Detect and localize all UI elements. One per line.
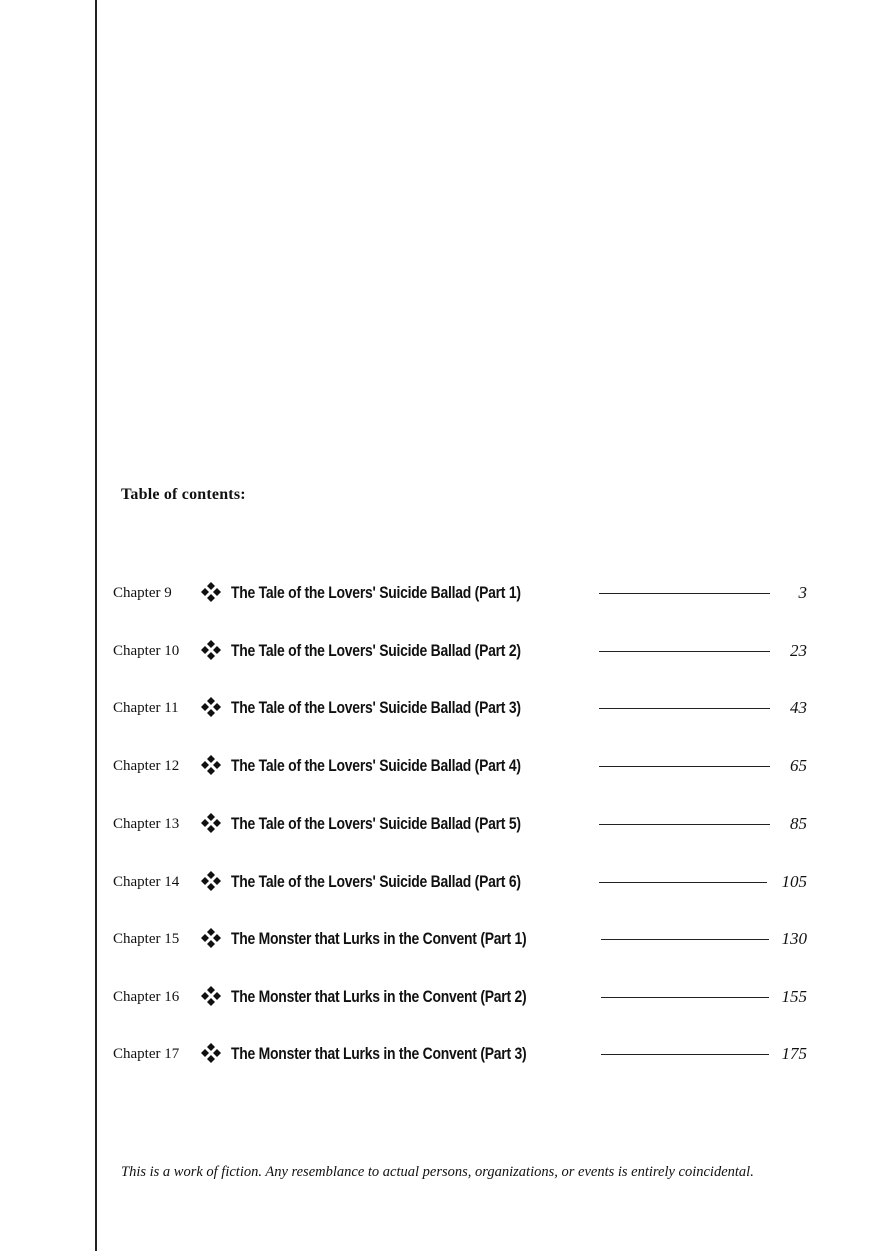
page-number: 155 bbox=[781, 987, 807, 1006]
fiction-disclaimer: This is a work of fiction. Any resemblance to actual persons, organizations, or events is entirely coincidental. bbox=[121, 1164, 754, 1180]
page-number: 3 bbox=[798, 583, 807, 602]
leader-line bbox=[599, 766, 770, 767]
chapter-number: Chapter 9 bbox=[113, 585, 172, 601]
chapter-number: Chapter 12 bbox=[113, 758, 180, 774]
four-diamond-ornament-icon bbox=[200, 812, 222, 834]
chapter-number: Chapter 14 bbox=[113, 874, 180, 890]
chapter-title: The Tale of the Lovers' Suicide Ballad (Part 2) bbox=[231, 641, 521, 660]
toc-entry bbox=[113, 1037, 813, 1067]
page-number: 23 bbox=[790, 641, 807, 660]
toc-entry bbox=[113, 980, 813, 1010]
toc-entry bbox=[113, 922, 813, 952]
toc-entry bbox=[113, 807, 813, 837]
page-number: 85 bbox=[790, 814, 807, 833]
leader-line bbox=[601, 1054, 769, 1055]
chapter-title: The Tale of the Lovers' Suicide Ballad (Part 3) bbox=[231, 698, 521, 717]
chapter-number: Chapter 11 bbox=[113, 700, 179, 716]
four-diamond-ornament-icon bbox=[200, 870, 222, 892]
four-diamond-ornament-icon bbox=[200, 985, 222, 1007]
four-diamond-ornament-icon bbox=[200, 1042, 222, 1064]
leader-line bbox=[601, 997, 769, 998]
page-number: 130 bbox=[781, 929, 807, 948]
chapter-title: The Monster that Lurks in the Convent (Part 2) bbox=[231, 987, 527, 1006]
chapter-title: The Monster that Lurks in the Convent (Part 1) bbox=[231, 929, 527, 948]
chapter-title: The Tale of the Lovers' Suicide Ballad (Part 4) bbox=[231, 756, 521, 775]
toc-entry bbox=[113, 576, 813, 606]
chapter-number: Chapter 17 bbox=[113, 1046, 180, 1062]
leader-line bbox=[599, 651, 770, 652]
toc-heading: Table of contents: bbox=[121, 486, 246, 503]
page-number: 105 bbox=[781, 872, 807, 891]
chapter-number: Chapter 16 bbox=[113, 989, 180, 1005]
page-number: 175 bbox=[781, 1044, 807, 1063]
toc-entry bbox=[113, 634, 813, 664]
toc-entry bbox=[113, 691, 813, 721]
chapter-number: Chapter 13 bbox=[113, 816, 180, 832]
four-diamond-ornament-icon bbox=[200, 696, 222, 718]
four-diamond-ornament-icon bbox=[200, 927, 222, 949]
toc-entry bbox=[113, 865, 813, 895]
four-diamond-ornament-icon bbox=[200, 639, 222, 661]
page-number: 43 bbox=[790, 698, 807, 717]
leader-line bbox=[599, 708, 770, 709]
chapter-number: Chapter 15 bbox=[113, 931, 180, 947]
chapter-title: The Monster that Lurks in the Convent (Part 3) bbox=[231, 1044, 527, 1063]
four-diamond-ornament-icon bbox=[200, 754, 222, 776]
chapter-number: Chapter 10 bbox=[113, 643, 180, 659]
leader-line bbox=[599, 593, 770, 594]
page-number: 65 bbox=[790, 756, 807, 775]
leader-line bbox=[599, 824, 770, 825]
chapter-title: The Tale of the Lovers' Suicide Ballad (Part 5) bbox=[231, 814, 521, 833]
page-binding-line bbox=[95, 0, 97, 1251]
leader-line bbox=[601, 939, 769, 940]
chapter-title: The Tale of the Lovers' Suicide Ballad (Part 1) bbox=[231, 583, 521, 602]
chapter-title: The Tale of the Lovers' Suicide Ballad (Part 6) bbox=[231, 872, 521, 891]
four-diamond-ornament-icon bbox=[200, 581, 222, 603]
leader-line bbox=[599, 882, 767, 883]
toc-entry bbox=[113, 749, 813, 779]
